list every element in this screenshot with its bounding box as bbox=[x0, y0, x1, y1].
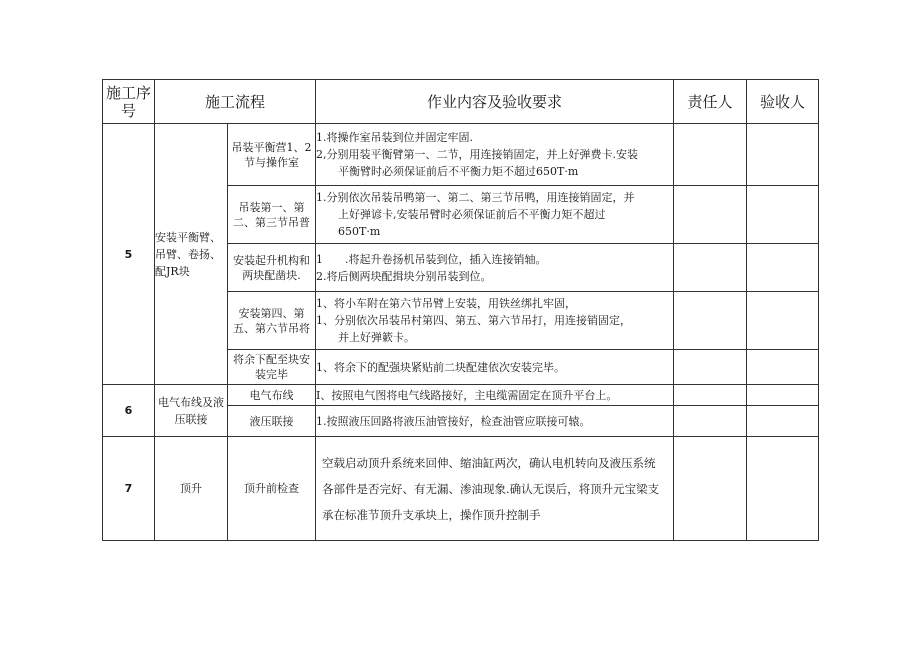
header-seq: 施工序号 bbox=[103, 80, 155, 124]
subprocess-cell: 吊装平衡营1、2节与操作室 bbox=[228, 124, 316, 186]
responsible-cell bbox=[674, 385, 747, 406]
acceptor-cell bbox=[747, 124, 819, 186]
content-cell: 1.将操作室吊装到位并固定牢固. 2,分别用装平衡臂第一、二节，用连接销固定，并上好弹费卡.安装 平衡臂时必须保证前后不平衡力矩不超过650T·m bbox=[316, 124, 674, 186]
subprocess-cell: 电气布线 bbox=[228, 385, 316, 406]
acceptor-cell bbox=[747, 350, 819, 385]
subprocess-cell: 安装第四、第五、第六节吊将 bbox=[228, 292, 316, 350]
header-acceptor: 验收人 bbox=[747, 80, 819, 124]
seq-cell: 5 bbox=[103, 124, 155, 385]
table-row bbox=[103, 124, 819, 186]
responsible-cell bbox=[674, 350, 747, 385]
header-process: 施工流程 bbox=[155, 80, 316, 124]
subprocess-cell: 顶升前检查 bbox=[228, 437, 316, 541]
content-cell: 1 .将起升卷扬机吊装到位，插入连接销轴。 2.将后侧两块配揖块分别吊装到位。 bbox=[316, 244, 674, 292]
process-cell: 电气布线及液压联接 bbox=[155, 385, 228, 437]
seq-cell: 7 bbox=[103, 437, 155, 541]
content-cell: I、按照电气图将电气线路接好，主电缆需固定在顶升平台上。 bbox=[316, 385, 674, 406]
responsible-cell bbox=[674, 124, 747, 186]
responsible-cell bbox=[674, 186, 747, 244]
responsible-cell bbox=[674, 292, 747, 350]
responsible-cell bbox=[674, 244, 747, 292]
responsible-cell bbox=[674, 406, 747, 437]
content-cell: 1、将余下的配强块紧贴前二块配建依次安装完毕。 bbox=[316, 350, 674, 385]
responsible-cell bbox=[674, 437, 747, 541]
acceptor-cell bbox=[747, 292, 819, 350]
seq-cell: 6 bbox=[103, 385, 155, 437]
table-row bbox=[103, 437, 819, 541]
table-row bbox=[103, 385, 819, 406]
content-cell: 空载启动顶升系统来回伸、缩油缸两次，确认电机转向及液压系统 各部件是否完好、有无漏、渗油现象.确认无误后，将顶升元宝梁支 承在标准节顶升支承块上，操作顶升控制手 bbox=[316, 437, 674, 541]
header-content: 作业内容及验收要求 bbox=[316, 80, 674, 124]
header-row bbox=[103, 80, 819, 124]
content-cell: 1.按照液压回路将液压油管接好，检查油管应联接可辕。 bbox=[316, 406, 674, 437]
acceptor-cell bbox=[747, 244, 819, 292]
process-cell: 安装平衡臂、吊臂、卷扬、配JR块 bbox=[155, 124, 228, 385]
acceptor-cell bbox=[747, 385, 819, 406]
process-cell: 顶升 bbox=[155, 437, 228, 541]
acceptor-cell bbox=[747, 406, 819, 437]
subprocess-cell: 安装起升机构和两块配凿块. bbox=[228, 244, 316, 292]
subprocess-cell: 液压联接 bbox=[228, 406, 316, 437]
content-cell: 1.分别依次吊装吊鸭第一、第二、第三节吊鸭，用连接销固定，并 上好弹谚卡,安装吊臂时必须保证前后不平衡力矩不超过 650T·m bbox=[316, 186, 674, 244]
subprocess-cell: 将余下配至块安装完毕 bbox=[228, 350, 316, 385]
subprocess-cell: 吊装第一、第二、第三节吊普 bbox=[228, 186, 316, 244]
content-cell: 1、将小车附在第六节吊臂上安装，用铁丝绑扎牢固， 1、分别依次吊装吊村第四、第五、第六节吊打，用连接销固定， 并上好弹簌卡。 bbox=[316, 292, 674, 350]
acceptor-cell bbox=[747, 437, 819, 541]
acceptor-cell bbox=[747, 186, 819, 244]
construction-table bbox=[102, 79, 819, 541]
header-responsible: 责任人 bbox=[674, 80, 747, 124]
